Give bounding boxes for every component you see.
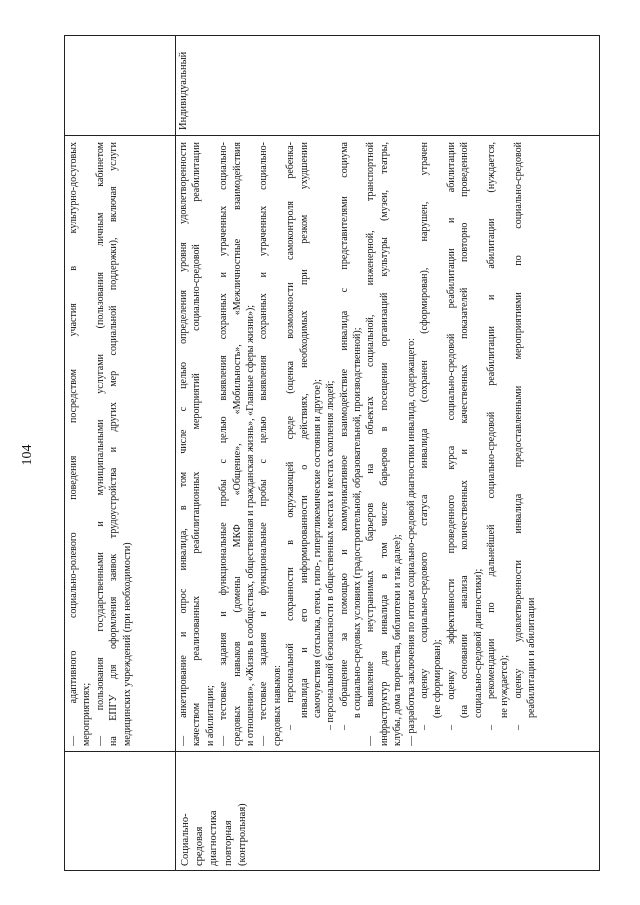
text-line: медицинских учреждений (при необходимости) [121, 542, 133, 746]
text-line: — разработка заключения по итогам социально-средовой диагностики инвалида, содержащего: [405, 338, 417, 746]
text-line: не нуждается); [499, 654, 511, 718]
text-line: средовых навыков (домены МКФ «Общение», «Мобильность», «Межличностные взаимодействия [231, 142, 243, 746]
text-line: инвалида и его информированности о действиях, необходимых при резком ухудшении [298, 142, 310, 718]
text-line: – обращение за помощью и коммуникативное взаимодействие инвалида с представителями социума [338, 142, 350, 730]
continued-content-cell [67, 142, 134, 746]
text-line: и абилитации; [204, 685, 216, 746]
text-line: средовых навыков: [271, 665, 283, 746]
page-number: 104 [20, 444, 35, 466]
text-line: — адаптивного социально-ролевого поведения посредством участия в культурно-досуговых [68, 142, 79, 746]
text-line: инфраструктур для инвалида в том числе барьеров в посещении организаций культуры (музеи, театры, [378, 142, 390, 746]
text-line: социально-средовой диагностики); [472, 568, 484, 718]
text-line: самочувствия (отсылка, отеки, гипо-, гипергликемические состояния и другое); [311, 379, 323, 718]
text-line: – оценку удовлетворенности инвалида предоставленными мероприятиями по социально-средовой [512, 142, 524, 730]
row-divider [175, 36, 176, 870]
text-line: на ЕПГУ для оформления заявок трудоустройства и других мер социальной поддержки), включая услуги [108, 142, 120, 746]
text-line: — тестовые задания и функциональные пробы с целью выявления сохранных и утраченных социально- [258, 142, 270, 746]
text-line: мероприятиях; [81, 682, 93, 746]
column-divider [65, 135, 599, 136]
stage-text-line: повторная [222, 820, 234, 866]
text-line: качеством реализованных реабилитационных мероприятий социально-средовой реабилитации [191, 142, 203, 746]
text-line: — пользования государственными и муниципальными услугами (пользования личным кабинетом [94, 142, 106, 746]
form-cell: Индивидуальный [178, 51, 189, 130]
text-line: в социально-средовых условиях (градостроительной, образовательной, производственной); [352, 327, 364, 718]
text-line: – рекомендации по дальнейшей социально-средовой реабилитации и абилитации (нуждается, [485, 142, 497, 730]
text-line: и отношения», «Жизнь в сообществах, общественная и гражданская жизнь», «Главные сферы жизни»); [244, 304, 256, 746]
stage-text-line: (контрольная) [236, 803, 248, 866]
stage-name-cell [179, 756, 250, 866]
text-line: – оценку эффективности проведенного курса социально-средовой реабилитации и абилитации [445, 142, 457, 730]
text-line: — выявление неустранимых барьеров на объектах социальной, инженерной, транспортной [365, 142, 377, 746]
text-line: — тестовые задания и функциональные пробы с целью выявления сохранных и утраченных социально- [218, 142, 230, 746]
stage-text-line: средовая [194, 826, 206, 866]
text-line: (не сформирован); [432, 639, 444, 718]
column-divider [65, 751, 599, 752]
text-line: – персональной сохранности в окружающей среде (оценка возможности самоконтроля ребенка- [285, 142, 297, 730]
text-line: (на основании анализа количественных и качественных показателей повторно проведенной [459, 142, 471, 718]
text-line: клубы, дома творчества, библиотеки и так далее); [392, 534, 404, 746]
text-line: реабилитации и абилитации [526, 597, 538, 718]
activities-content-cell [177, 142, 539, 746]
stage-text-line: диагностика [208, 810, 220, 866]
program-table [64, 35, 600, 871]
stage-text-line: Социально- [180, 813, 191, 866]
text-line: – персональной безопасности в общественных местах и местах скопления людей; [325, 380, 337, 730]
text-line: — анкетирование и опрос инвалида, в том числе с целью определения уровня удовлетворенности [178, 142, 189, 746]
text-line: – оценку социально-средового статуса инвалида (сохранен (сформирован), нарушен, утрачен [419, 142, 431, 730]
